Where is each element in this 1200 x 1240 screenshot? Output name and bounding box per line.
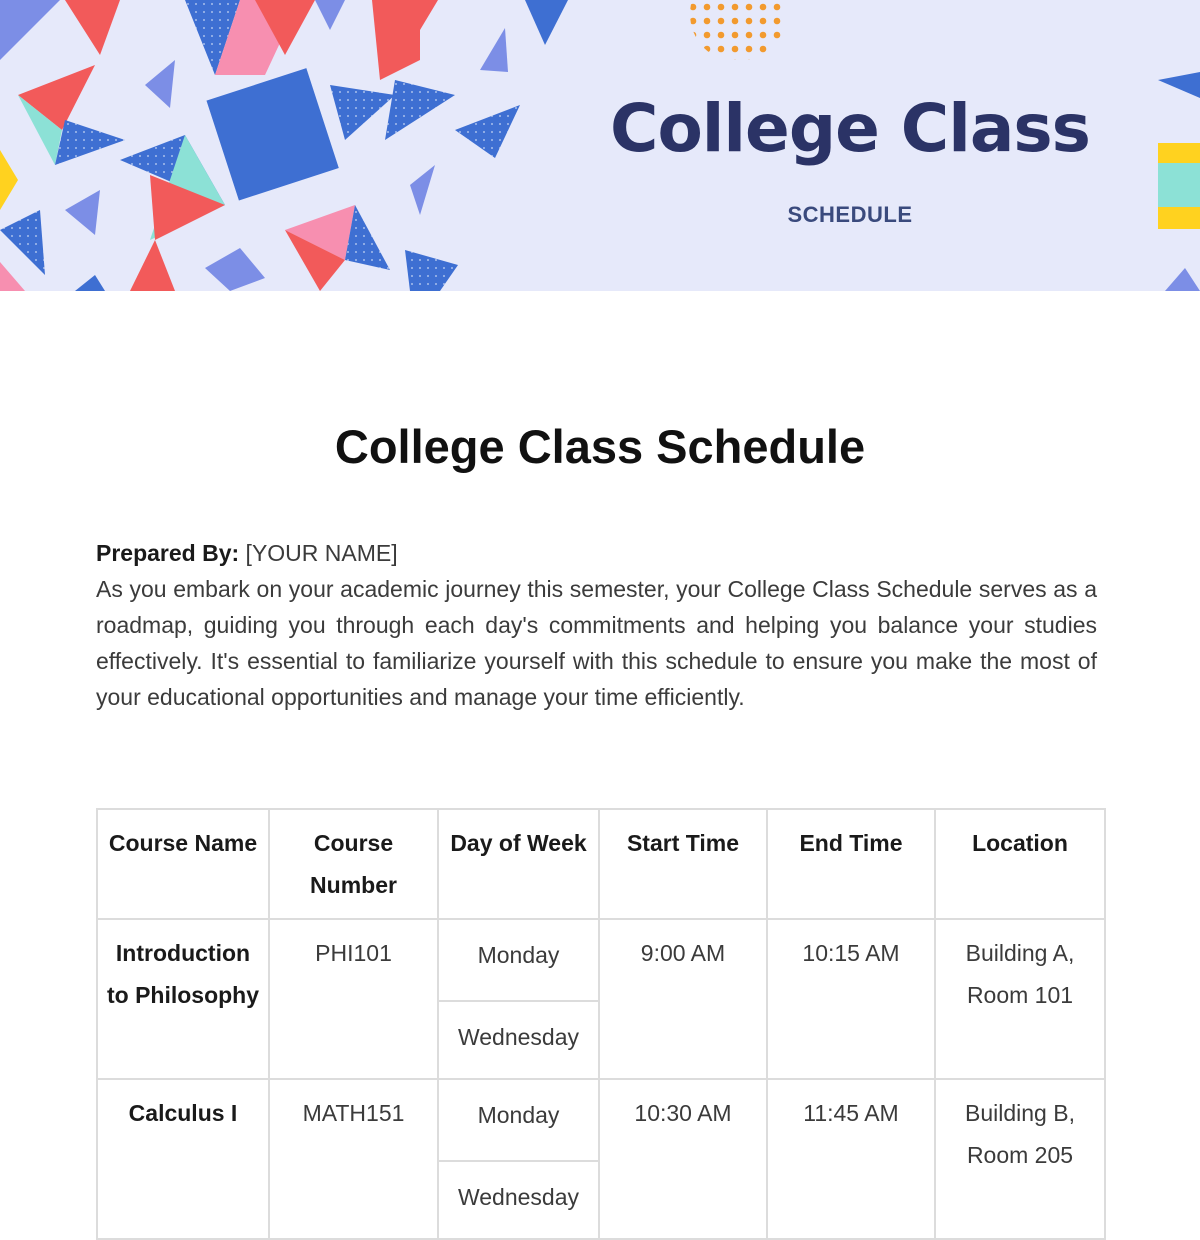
course-name-cell: Calculus I [97,1079,269,1239]
header-location: Location [935,809,1105,919]
day-cell: Monday [438,1079,599,1161]
class-schedule-table [96,808,1106,1240]
location-cell: Building B, Room 205 [935,1079,1105,1239]
prepared-by-line [96,535,1097,571]
header-start-time: Start Time [599,809,767,919]
course-name-cell: Introduction to Philosophy [97,919,269,1079]
header-banner [0,0,1200,291]
prepared-by-label: Prepared By: [96,540,240,566]
end-time-cell: 10:15 AM [767,919,935,1079]
prepared-by-value: [YOUR NAME] [239,540,398,566]
course-number-cell: PHI101 [269,919,438,1079]
intro-section [96,535,1097,715]
header-day-of-week: Day of Week [438,809,599,919]
start-time-cell: 9:00 AM [599,919,767,1079]
table-row [97,919,1105,1001]
banner-subtitle: SCHEDULE [787,202,913,227]
location-cell: Building A, Room 101 [935,919,1105,1079]
banner-title: College Class [610,90,1090,167]
end-time-cell: 11:45 AM [767,1079,935,1239]
header-course-name: Course Name [97,809,269,919]
intro-paragraph: As you embark on your academic journey this semester, your College Class Schedule serves as a roadmap, guiding you through each day's commitments and helping you balance your studies effectively. It's essential to familiarize yourself with this schedule to ensure you make the most of your educational opportunities and manage your time efficiently. [96,576,1097,710]
document-title: College Class Schedule [334,420,866,473]
day-cell: Monday [438,919,599,1001]
header-end-time: End Time [767,809,935,919]
day-cell: Wednesday [438,1001,599,1079]
table-header-row [97,809,1105,919]
table-row [97,1079,1105,1161]
header-course-number: Course Number [269,809,438,919]
start-time-cell: 10:30 AM [599,1079,767,1239]
course-number-cell: MATH151 [269,1079,438,1239]
day-cell: Wednesday [438,1161,599,1239]
